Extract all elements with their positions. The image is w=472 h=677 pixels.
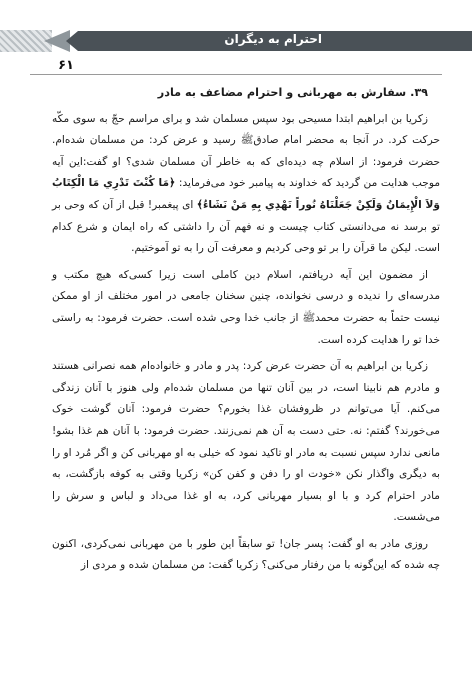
running-header [0, 30, 472, 52]
paragraph-4: روزی مادر به او گفت: پسر جان! تو سابقاً این طور با من مهربانی نمی‌کردی، اکنون چه شده که این‌گونه با من رفتار می‌کنی؟ زکریا گفت: من مسلمان شده و مردی از [52, 537, 440, 572]
page-number: ۶۱ [58, 58, 74, 73]
header-rule [30, 74, 442, 75]
section-heading: ۳۹. سفارش به مهربانی و احترام مضاعف به مادر [157, 86, 428, 99]
paragraph-1 [52, 109, 440, 260]
page-body [52, 82, 440, 582]
quran-verse: ﴿مَا كُنْتَ تَدْرِي مَا الْكِتَابُ وَلاَ الْإِيمَانُ وَلَكِنْ جَعَلْنَاهُ نُوراً نَهْدِي بِهِ مَنْ نَشَاءُ﴾ [52, 177, 440, 211]
paragraph-1-intro: زکریا بن ابراهیم ابتدا مسیحی بود سپس مسلمان شد و برای مراسم حجّ به سوی مکّه حرکت کرد. در آنجا به محضر امام صادقﷺ رسید و عرض کرد: من مسلمان شده‌ام. حضرت فرمود: از اسلام چه دیده‌ای که به خاطر آن مسلمان شدی؟ او گفت:این آیه موجب هدایت من گردید که خداوند به پیامبر خود می‌فرماید: [52, 112, 440, 190]
paragraph-3: زکریا بن ابراهیم به آن حضرت عرض کرد: پدر و مادر و خانواده‌ام همه نصرانی هستند و مادرم هم نابینا است، در بین آنان تنها من مسلمان شده‌ام ولی هنوز با آنان زندگی می‌کنم. آیا می‌توانم در ظروفشان غذا بخورم؟ حضرت فرمود: آنان گوشت خوک می‌خورند؟ گفتم: نه. حتی دست به آن هم نمی‌زنند. حضرت فرمود: با آنان هم غذا بشو! مانعی ندارد سپس نسبت به مادر او تاکید نمود که خیلی به او مهربانی کن و اگر مُرد او را به دیگری واگذار نکن «خودت او را دفن و کفن کن» زکریا وقتی به کوفه بازگشت، به مادر احترام کرد و با او بسیار مهربانی کرد، به او غذا می‌داد و لباس و سرش را می‌شست. [52, 360, 440, 524]
chapter-title: احترام به دیگران [224, 32, 322, 46]
paragraph-1-rest: ای پیغمبر! قبل از آن که وحی بر تو برسد نه می‌دانستی کتاب چیست و نه فهم آن را داشتی که راه ایمان و شرع کدام است. لیکن ما قرآن را بر تو وحی کردیم و معرفت آن را به تو آموختیم. [52, 198, 440, 255]
header-band-end [448, 31, 472, 51]
paragraph-2: از مضمون این آیه دریافتم، اسلام دین کاملی است زیرا کسی‌که هیچ مکتب و مدرسه‌ای را ندیده و درسی نخوانده، چنین سخنان جامعی در امور مختلف از او ممکن نیست حتماً به حضرت محمدﷺ از جانب خدا وحی شده است. حضرت فرمود: به راستی خدا تو را هدایت کرده است. [52, 268, 440, 346]
